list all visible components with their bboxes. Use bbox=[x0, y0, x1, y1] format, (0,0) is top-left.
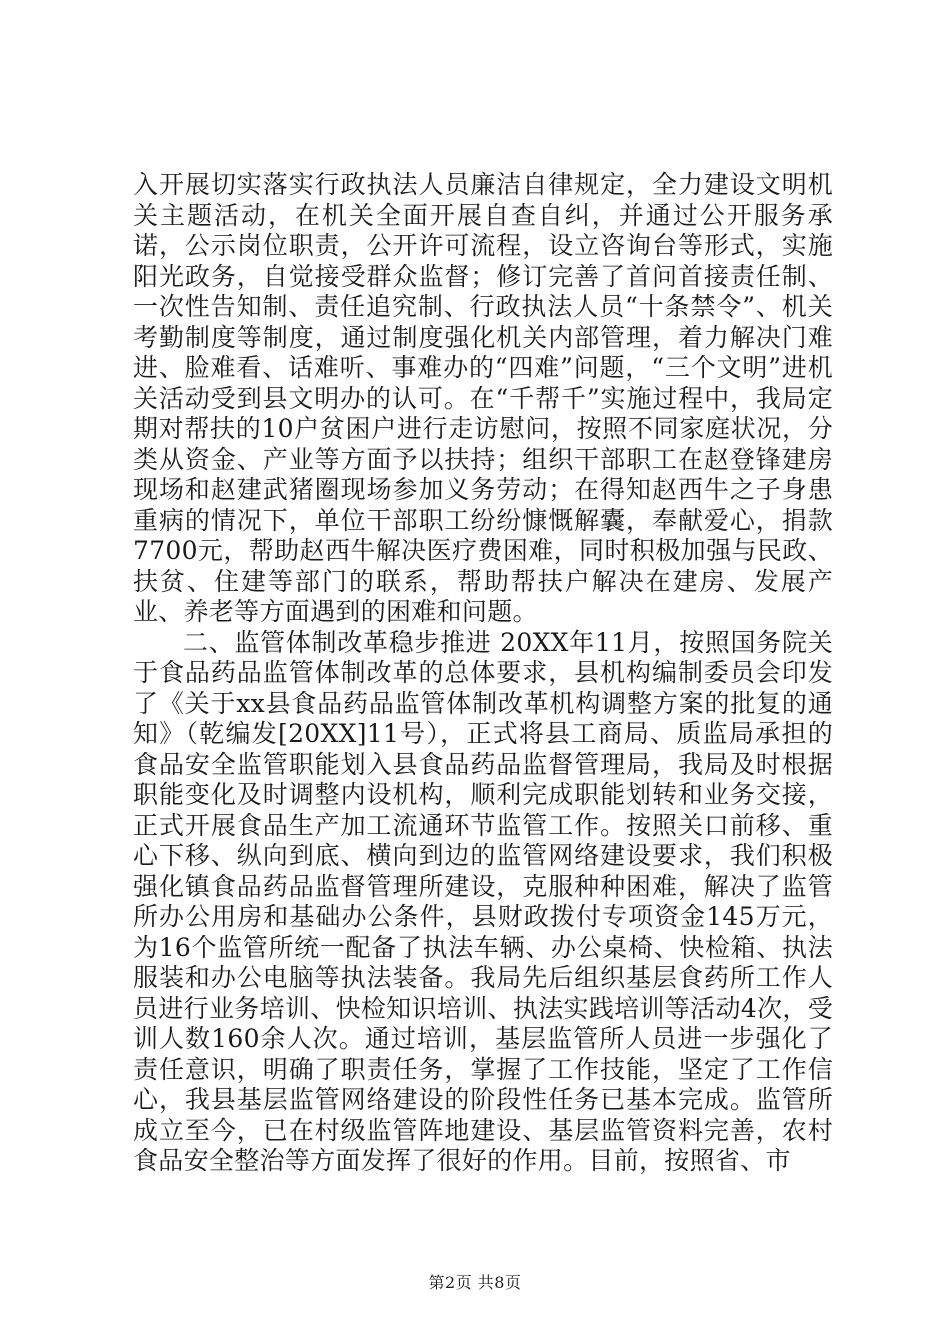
document-body bbox=[133, 170, 833, 1177]
page-footer: 第2页 共8页 bbox=[428, 1273, 522, 1292]
paragraph-1: 入开展切实落实行政执法人员廉洁自律规定，全力建设文明机关主题活动，在机关全面开展自查自纠，并通过公开服务承诺，公示岗位职责，公开许可流程，设立咨询台等形式，实施阳光政务，自觉接受群众监督；修订完善了首问首接责任制、一次性告知制、责任追究制、行政执法人员“十条禁令”、机关考勤制度等制度，通过制度强化机关内部管理，着力解决门难进、脸难看、话难听、事难办的“四难”问题，“三个文明”进机关活动受到县文明办的认可。在“千帮千”实施过程中，我局定期对帮扶的10户贫困户进行走访慰问，按照不同家庭状况，分类从资金、产业等方面予以扶持；组织干部职工在赵登锋建房现场和赵建武猪圈现场参加义务劳动；在得知赵西牛之子身患重病的情况下，单位干部职工纷纷慷慨解囊，奉献爱心，捐款7700元，帮助赵西牛解决医疗费困难，同时积极加强与民政、扶贫、住建等部门的联系，帮助帮扶户解决在建房、发展产业、养老等方面遇到的困难和问题。 bbox=[133, 170, 833, 626]
paragraph-2: 二、监管体制改革稳步推进 20XX年11月，按照国务院关于食品药品监管体制改革的总体要求，县机构编制委员会印发了《关于xx县食品药品监管体制改革机构调整方案的批复的通知》（乾编发[20XX]11号），正式将县工商局、质监局承担的食品安全监管职能划入县食品药品监督管理局，我局及时根据职能变化及时调整内设机构，顺利完成职能划转和业务交接，正式开展食品生产加工流通环节监管工作。按照关口前移、重心下移、纵向到底、横向到边的监管网络建设要求，我们积极强化镇食品药品监督管理所建设，克服种种困难，解决了监管所办公用房和基础办公条件，县财政拨付专项资金145万元，为16个监管所统一配备了执法车辆、办公桌椅、快检箱、执法服装和办公电脑等执法装备。我局先后组织基层食药所工作人员进行业务培训、快检知识培训、执法实践培训等活动4次，受训人数160余人次。通过培训，基层监管所人员进一步强化了责任意识，明确了职责任务，掌握了工作技能，坚定了工作信心，我县基层监管网络建设的阶段性任务已基本完成。监管所成立至今，已在村级监管阵地建设、基层监管资料完善，农村食品安全整治等方面发挥了很好的作用。目前，按照省、市 bbox=[133, 627, 833, 1175]
